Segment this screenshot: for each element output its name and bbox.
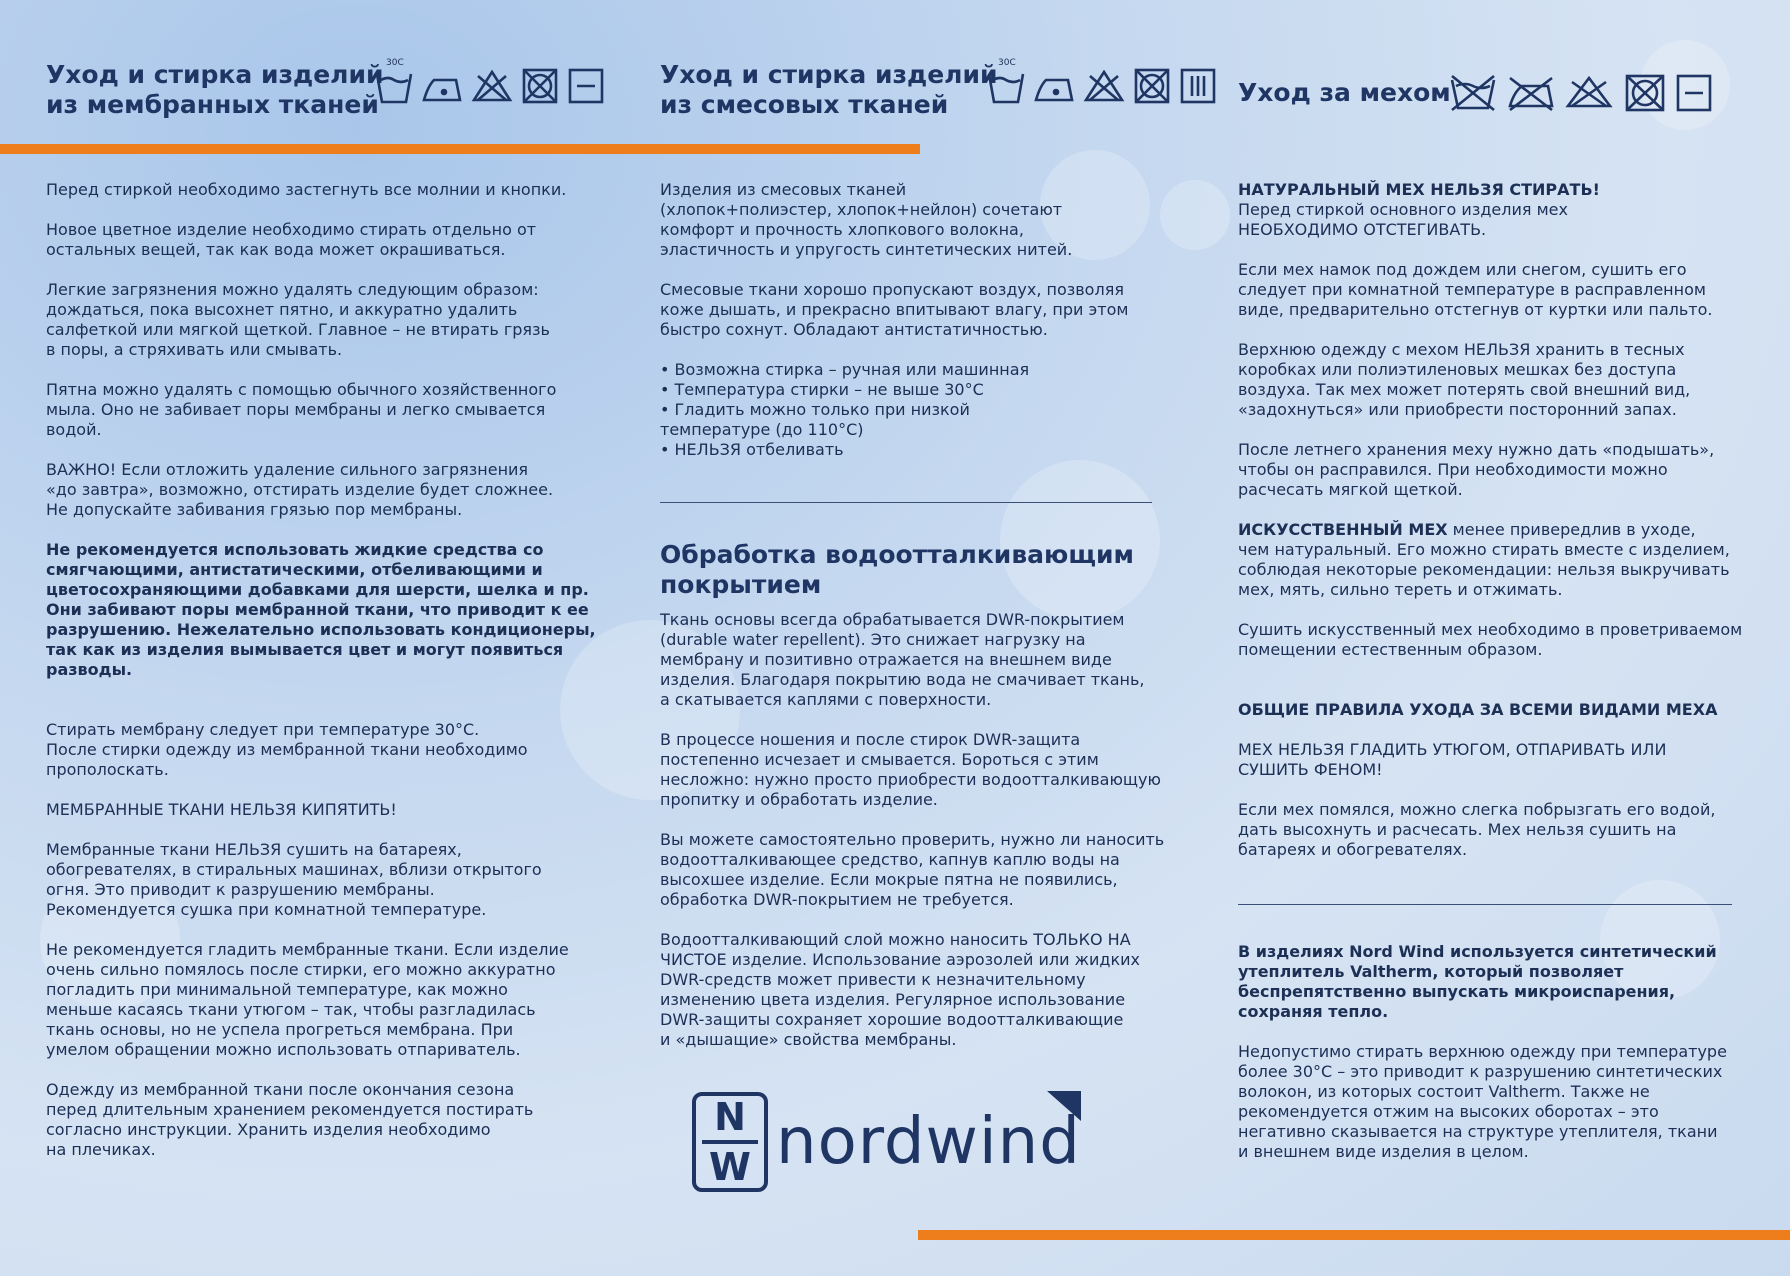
logo-letter-n: N [714,1095,746,1139]
fur-detach-note: Перед стиркой основного изделия мех НЕОБХОДИМО ОТСТЕГИВАТЬ. [1238,200,1568,239]
fur-rules-title: ОБЩИЕ ПРАВИЛА УХОДА ЗА ВСЕМИ ВИДАМИ МЕХА [1238,700,1718,719]
fur-warning: НАТУРАЛЬНЫЙ МЕХ НЕЛЬЗЯ СТИРАТЬ! [1238,180,1600,199]
paragraph: Если мех намок под дождем или снегом, сушить его следует при комнатной температуре в расправленном виде, предварительно отстегнув от куртки или пальто. [1238,260,1713,319]
paragraph: Легкие загрязнения можно удалять следующим образом: дождаться, пока высохнет пятно, и аккуратно удалить салфеткой или мягкой щеткой. Главное – не втирать грязь в поры, а стряхивать или смывать. [46,280,550,359]
no-wash-icon [1448,72,1498,116]
insulation-note: В изделиях Nord Wind используется синтетический утеплитель Valtherm, который позволяет беспрепятственно выпускать микроиспарения, сохраняя тепло. [1238,942,1717,1021]
iron-low-icon [420,66,464,110]
no-tumble-dry-icon [1132,66,1172,110]
no-bleach-icon [1082,66,1126,110]
blended-care-column [660,180,1180,480]
logo-letter-w: W [709,1145,751,1189]
paragraph: Мембранные ткани НЕЛЬЗЯ сушить на батареях, обогревателях, в стиральных машинах, вблизи открытого огня. Это приводит к разрушению мембраны. Рекомендуется сушка при комнатной температуре. [46,840,542,919]
wash-30-icon [986,58,1026,110]
paragraph [1238,520,1778,600]
no-bleach-icon [1562,72,1616,116]
paragraph: После летнего хранения меху нужно дать «подышать», чтобы он расправился. При необходимости можно расчесать мягкой щеткой. [1238,440,1715,499]
paragraph: Водоотталкивающий слой можно наносить ТОЛЬКО НА ЧИСТОЕ изделие. Использование аэрозолей или жидких DWR-средств может привести к незначительному изменению цвета изделия. Регулярное использование DWR-защиты сохраняет хорошие водоотталкивающие и «дышащие» свойства мембраны. [660,930,1141,1049]
paragraph: Сушить искусственный мех необходимо в проветриваемом помещении естественным образом. [1238,620,1743,659]
no-bleach-icon [470,66,514,110]
logo-flag [1047,1091,1081,1121]
faux-fur-label: ИСКУССТВЕННЫЙ МЕХ [1238,520,1448,539]
dwr-section-title: Обработка водоотталкивающим покрытием [660,540,1134,599]
logo-mark [692,1092,768,1192]
paragraph: Новое цветное изделие необходимо стирать отдельно от остальных вещей, так как вода может окрашиваться. [46,220,537,259]
fur-care-title: Уход за мехом [1238,78,1451,107]
no-iron-icon [1504,72,1556,116]
paragraph: Ткань основы всегда обрабатывается DWR-покрытием (durable water repellent). Это снижает нагрузку на мембрану и позитивно отражается на внешнем виде изделия. Благодаря покрытию вода не смачивает ткань, а скатывается каплями с поверхности. [660,610,1145,709]
logo-wordmark [776,1105,1081,1179]
paragraph: Не рекомендуется гладить мембранные ткани. Если изделие очень сильно помялось после стирки, его можно аккуратно погладить при минимальной температуре, как можно меньше касаясь ткани утюгом – так, чтобы разгладилась ткань основы, но не успела прогреться мембрана. При умелом обращении можно использовать отпариватель. [46,940,569,1059]
care-symbols-membrane [374,58,606,110]
no-tumble-dry-icon [1622,72,1668,116]
paragraph: Вы можете самостоятельно проверить, нужно ли наносить водоотталкивающее средство, капнув каплю воды на высохшее изделие. Если мокрые пятна не появились, обработка DWR-покрытием не требуется. [660,830,1165,909]
nordwind-logo [692,1092,1081,1192]
paragraph: В процессе ношения и после стирок DWR-защита постепенно исчезает и смывается. Бороться с этим несложно: нужно просто приобрести водоотталкивающую пропитку и обработать изделие. [660,730,1161,809]
iron-low-icon [1032,66,1076,110]
fur-care-column [1238,180,1778,880]
blended-care-title: Уход и стирка изделий из смесовых тканей [660,60,998,119]
paragraph: Перед стиркой необходимо застегнуть все молнии и кнопки. [46,180,567,199]
warning-paragraph: Не рекомендуется использовать жидкие средства со смягчающими, антистатическими, отбеливающими и цветосохраняющими добавками для шерсти, шелка и пр. Они забивают поры мембранной ткани, что приводит к ее разрушению. Нежелательно использовать кондиционеры, так как из изделия вымывается цвет и могут появиться разводы. [46,540,596,679]
care-symbols-blended [986,58,1218,110]
paragraph: Одежду из мембранной ткани после окончания сезона перед длительным хранением рекомендуется постирать согласно инструкции. Хранить изделия необходимо на плечиках. [46,1080,534,1159]
paragraph: Стирать мембрану следует при температуре 30°С. После стирки одежду из мембранной ткани необходимо прополоскать. [46,720,528,779]
dry-flat-icon [566,66,606,110]
membrane-care-title: Уход и стирка изделий из мембранных тканей [46,60,384,119]
bullet-list: • Возможна стирка – ручная или машинная • Температура стирки – не выше 30°С • Гладить можно только при низкой температуре (до 110°С) • НЕЛЬЗЯ отбеливать [660,360,1030,459]
divider [1238,904,1732,905]
logo-text: nordwind [776,1105,1081,1179]
paragraph: Недопустимо стирать верхнюю одежду при температуре более 30°С – это приводит к разрушению синтетических волокон, из которых состоит Valtherm. Также не рекомендуется отжим на высоких оборотах – это негативно сказывается на структуре утеплителя, ткани и внешнем виде изделия в целом. [1238,1042,1727,1161]
paragraph: Смесовые ткани хорошо пропускают воздух, позволяя коже дышать, и прекрасно впитывают влагу, при этом быстро сохнут. Обладают антистатичностью. [660,280,1129,339]
orange-bar-top [0,144,920,154]
paragraph: Верхнюю одежду с мехом НЕЛЬЗЯ хранить в тесных коробках или полиэтиленовых мешках без доступа воздуха. Так мех может потерять свой внешний вид, «задохнуться» или приобрести посторонний запах. [1238,340,1691,419]
dry-flat-icon [1674,72,1714,116]
paragraph: ВАЖНО! Если отложить удаление сильного загрязнения «до завтра», возможно, отстирать изделие будет сложнее. Не допускайте забивания грязью пор мембраны. [46,460,554,519]
paragraph: МЕМБРАННЫЕ ТКАНИ НЕЛЬЗЯ КИПЯТИТЬ! [46,800,397,819]
care-symbols-fur [1448,72,1714,116]
paragraph [1238,180,1778,240]
faux-fur-text: менее привередлив в уходе, чем натуральный. Его можно стирать вместе с изделием, соблюдая некоторые рекомендации: нельзя выкручивать мех, мять, сильно тереть и отжимать. [1238,520,1730,599]
paragraph: Изделия из смесовых тканей (хлопок+полиэстер, хлопок+нейлон) сочетают комфорт и прочность хлопкового волокна, эластичность и упругость синтетических нитей. [660,180,1073,259]
wash-temp-label: 30С [386,58,404,68]
wash-temp-label: 30С [998,58,1016,68]
orange-bar-bottom [918,1230,1790,1240]
wash-30-icon [374,58,414,110]
dwr-section [660,540,1180,1070]
line-dry-icon [1178,66,1218,110]
insulation-section [1238,942,1778,1182]
divider [660,502,1152,503]
paragraph: Если мех помялся, можно слегка побрызгать его водой, дать высохнуть и расчесать. Мех нельзя сушить на батареях и обогревателях. [1238,800,1716,859]
paragraph: МЕХ НЕЛЬЗЯ ГЛАДИТЬ УТЮГОМ, ОТПАРИВАТЬ ИЛИ СУШИТЬ ФЕНОМ! [1238,740,1667,779]
membrane-care-column [46,180,606,1180]
paragraph: Пятна можно удалять с помощью обычного хозяйственного мыла. Оно не забивает поры мембраны и легко смывается водой. [46,380,557,439]
no-tumble-dry-icon [520,66,560,110]
